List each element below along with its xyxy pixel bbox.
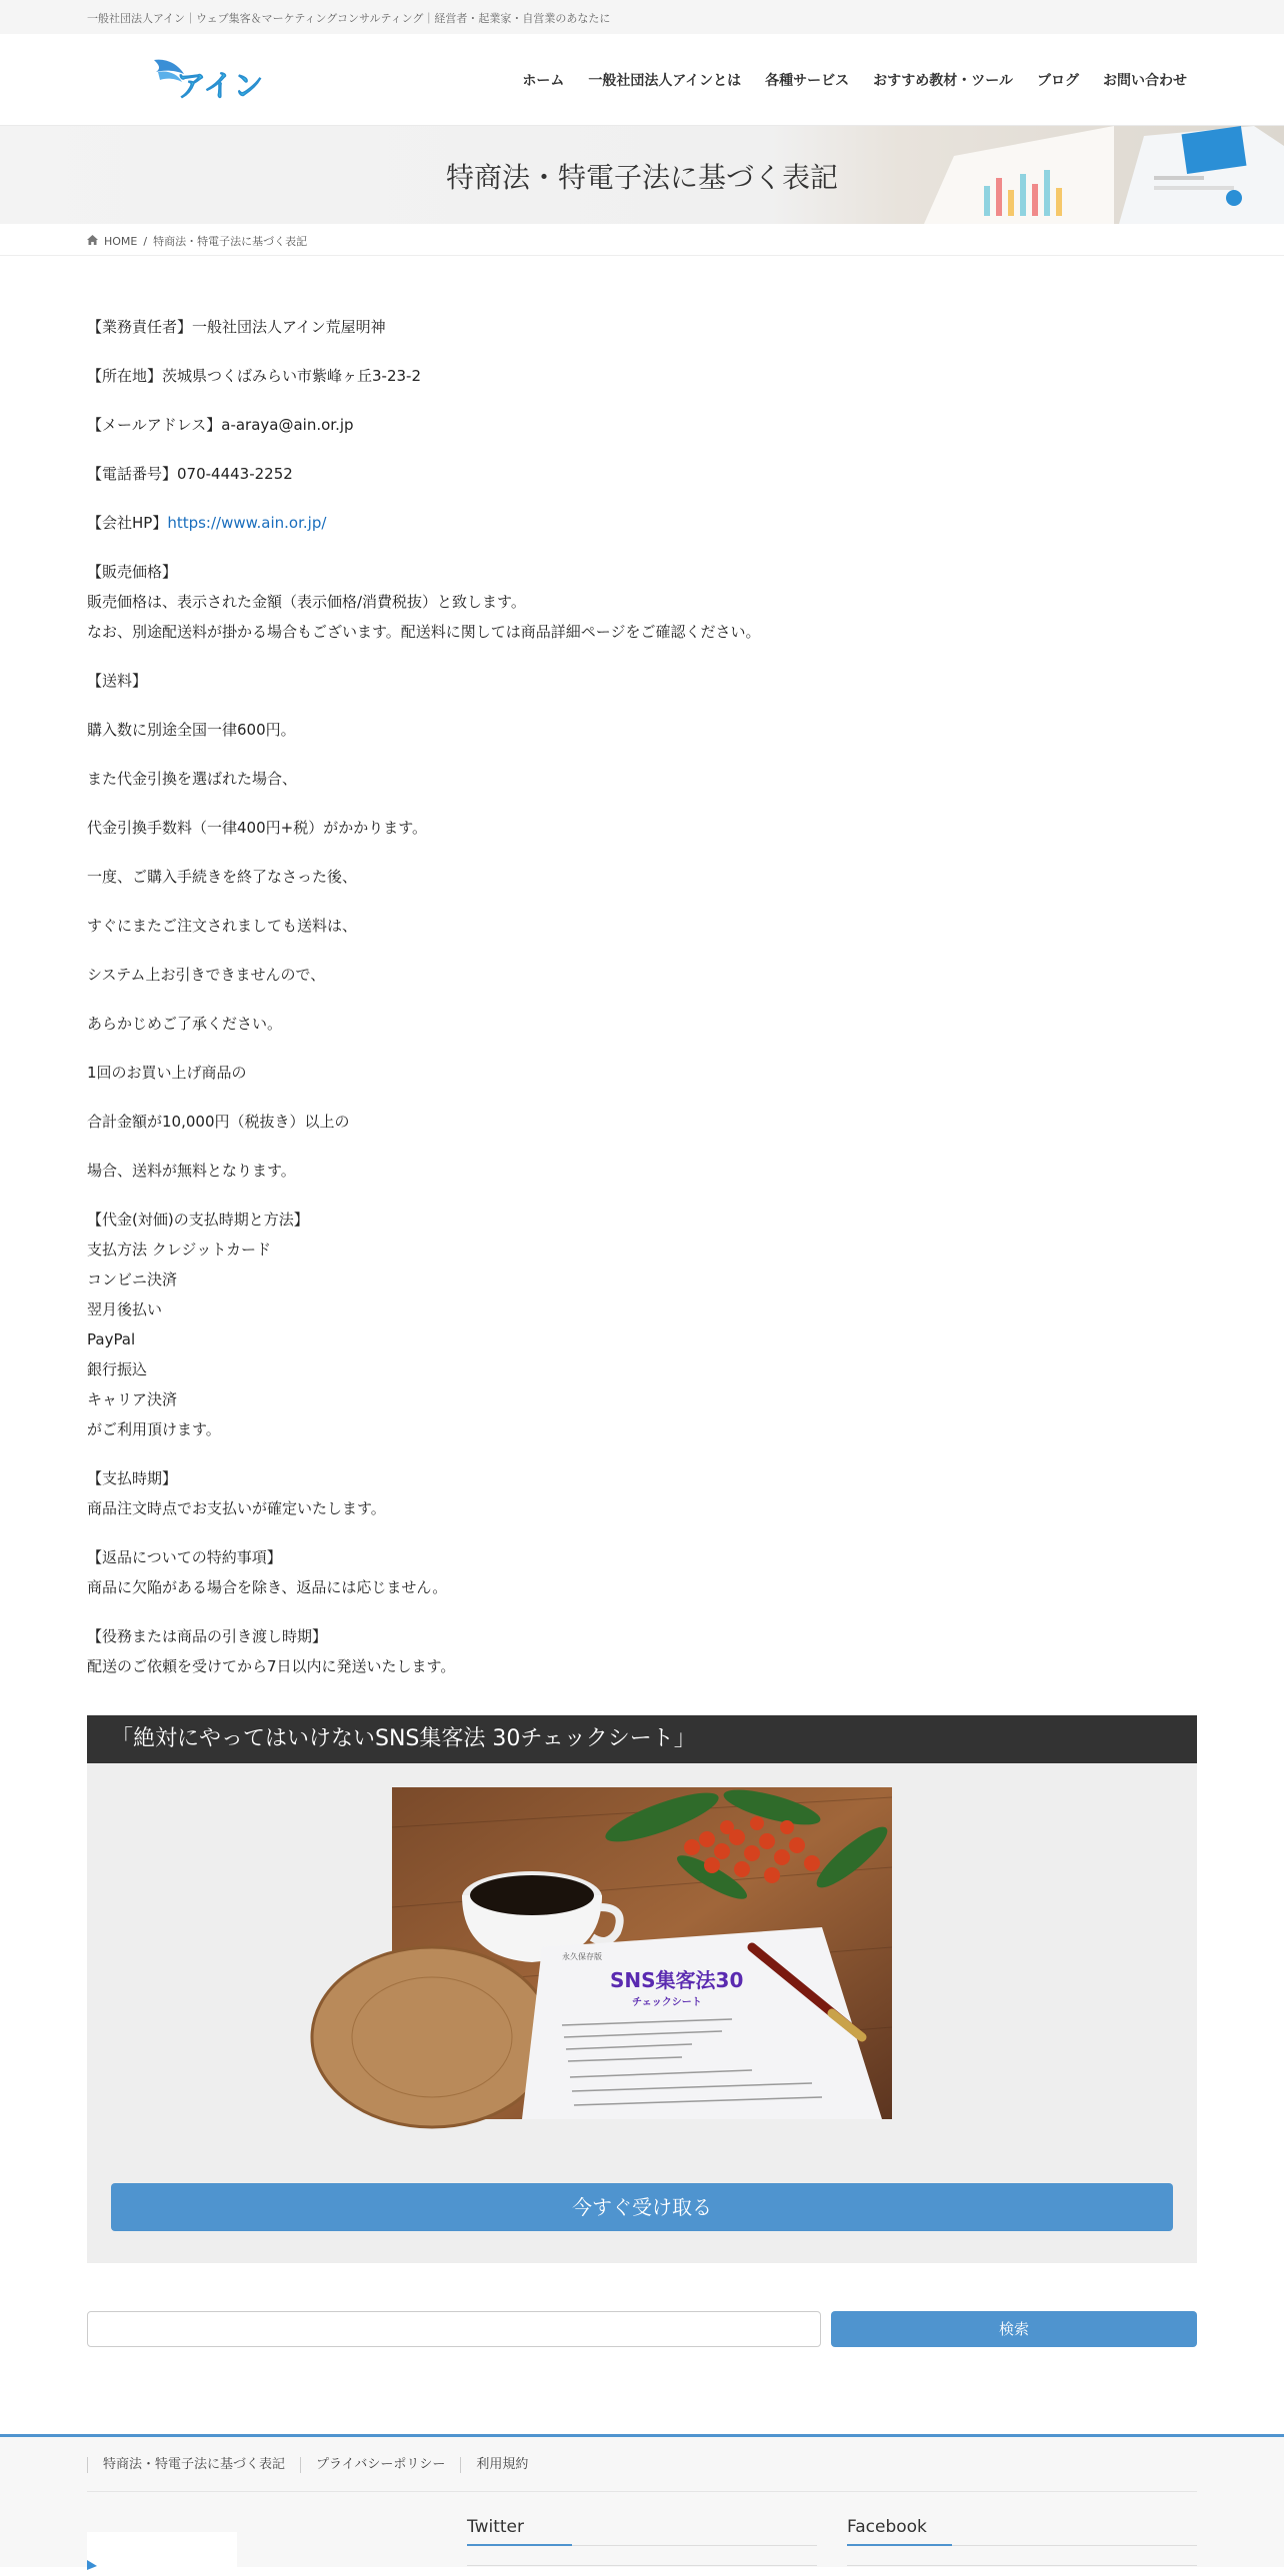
price-section	[87, 557, 1197, 647]
home-icon	[87, 235, 98, 248]
nav-item-materials[interactable]: おすすめ教材・ツール	[873, 73, 1013, 89]
payment-method: 銀行振込	[87, 1360, 148, 1378]
main-content	[87, 312, 1197, 1700]
shipping-text: 一度、ご購入手続きを終了なさった後、	[87, 868, 358, 886]
main-nav	[522, 70, 1187, 90]
shipping-heading: 【送料】	[87, 672, 148, 690]
site-logo[interactable]	[152, 54, 264, 104]
footer-link-tokushoho[interactable]: 特商法・特電子法に基づく表記	[87, 2457, 300, 2473]
widget-accent	[847, 2544, 952, 2546]
payment-method: キャリア決済	[87, 1390, 178, 1408]
search-button[interactable]: 検索	[831, 2311, 1197, 2347]
cta-title: 「絶対にやってはいけないSNS集客法 30チェックシート」	[87, 1715, 1197, 1763]
breadcrumb-separator: /	[143, 234, 148, 248]
footer-logo	[87, 2532, 237, 2570]
logo-text: アイン	[176, 69, 264, 104]
payment-method: コンビニ決済	[87, 1271, 178, 1288]
payment-method: 翌月後払い	[87, 1300, 163, 1318]
nav-item-contact[interactable]: お問い合わせ	[1103, 73, 1187, 89]
search-input[interactable]	[87, 2311, 821, 2347]
image-tag-text: 永久保存版	[562, 1952, 602, 1961]
site-tagline: 一般社団法人アイン｜ウェブ集客＆マーケティングコンサルティング｜経営者・起業家・自営業のあなたに	[87, 12, 611, 25]
nav-item-services[interactable]: 各種サービス	[765, 73, 850, 89]
payment-heading: 【代金(対価)の支払時期と方法】	[87, 1211, 309, 1229]
footer-divider	[87, 2491, 1197, 2492]
widget-underline	[467, 2565, 817, 2566]
responsible-person: 【業務責任者】一般社団法人アイン荒屋明神	[87, 318, 386, 336]
payment-method: PayPal	[87, 1330, 136, 1348]
shipping-text: また代金引換を選ばれた場合、	[87, 770, 298, 788]
shipping-text: 購入数に別途全国一律600円。	[87, 721, 296, 739]
payment-section	[87, 1205, 1197, 1444]
footer-links	[87, 2457, 543, 2473]
payment-note: がご利用頂けます。	[87, 1420, 221, 1438]
widget-title-twitter: Twitter	[467, 2517, 524, 2537]
company-hp	[87, 508, 1197, 538]
payment-timing-text: 商品注文時点でお支払いが確定いたします。	[87, 1499, 386, 1517]
widget-underline	[847, 2565, 1197, 2566]
price-text-1: 販売価格は、表示された金額（表示価格/消費税抜）と致します。	[87, 593, 526, 611]
delivery-text: 配送のご依頼を受けてから7日以内に発送いたします。	[87, 1657, 456, 1675]
return-section	[87, 1542, 1197, 1602]
image-title-text: SNS集客法30	[610, 1968, 744, 1992]
delivery-heading: 【役務または商品の引き渡し時期】	[87, 1627, 328, 1645]
cta-image[interactable]	[392, 1787, 892, 2119]
delivery-section	[87, 1621, 1197, 1681]
shipping-text: システム上お引きできませんので、	[87, 966, 326, 984]
shipping-text: 合計金額が10,000円（税抜き）以上の	[87, 1113, 350, 1131]
breadcrumb-current: 特商法・特電子法に基づく表記	[153, 235, 308, 248]
breadcrumb-home[interactable]: HOME	[104, 234, 138, 248]
page-title: 特商法・特電子法に基づく表記	[445, 161, 838, 194]
cta-receive-button[interactable]: 今すぐ受け取る	[111, 2183, 1173, 2231]
price-text-2: なお、別途配送料が掛かる場合もございます。配送料に関しては商品詳細ページをご確認ください。	[87, 623, 761, 641]
company-hp-label: 【会社HP】	[87, 514, 168, 532]
site-header	[0, 34, 1284, 126]
company-hp-link[interactable]: https://www.ain.or.jp/	[167, 514, 327, 532]
payment-timing-heading: 【支払時期】	[87, 1469, 178, 1487]
price-heading: 【販売価格】	[87, 563, 178, 581]
shipping-text: 1回のお買い上げ商品の	[87, 1064, 247, 1082]
nav-item-blog[interactable]: ブログ	[1037, 73, 1079, 89]
email: 【メールアドレス】a-araya@ain.or.jp	[87, 416, 354, 434]
payment-method: 支払方法 クレジットカード	[87, 1241, 271, 1259]
nav-item-home[interactable]: ホーム	[522, 73, 565, 89]
footer-link-privacy[interactable]: プライバシーポリシー	[300, 2457, 460, 2473]
image-subtitle-text: チェックシート	[632, 1997, 702, 2008]
address: 【所在地】茨城県つくばみらい市紫峰ヶ丘3-23-2	[87, 367, 422, 385]
page-header-band	[0, 126, 1284, 224]
nav-item-about[interactable]: 一般社団法人アインとは	[588, 73, 742, 89]
breadcrumb	[87, 233, 307, 249]
return-heading: 【返品についての特約事項】	[87, 1548, 282, 1566]
shipping-text: 代金引換手数料（一律400円+税）がかかります。	[87, 819, 428, 837]
return-text: 商品に欠陥がある場合を除き、返品には応じません。	[87, 1578, 448, 1596]
widget-accent	[467, 2544, 572, 2546]
footer-link-terms[interactable]: 利用規約	[460, 2457, 543, 2473]
shipping-text: 場合、送料が無料となります。	[87, 1162, 296, 1180]
payment-timing-section	[87, 1463, 1197, 1523]
widget-title-facebook: Facebook	[847, 2517, 927, 2537]
breadcrumb-divider	[0, 255, 1284, 256]
shipping-text: あらかじめご了承ください。	[87, 1015, 283, 1033]
shipping-text: すぐにまたご注文されましても送料は、	[87, 917, 358, 935]
cta-box	[87, 1763, 1197, 2263]
site-footer	[0, 2434, 1284, 2567]
top-tagline-bar	[0, 0, 1284, 34]
phone: 【電話番号】070-4443-2252	[87, 465, 293, 483]
